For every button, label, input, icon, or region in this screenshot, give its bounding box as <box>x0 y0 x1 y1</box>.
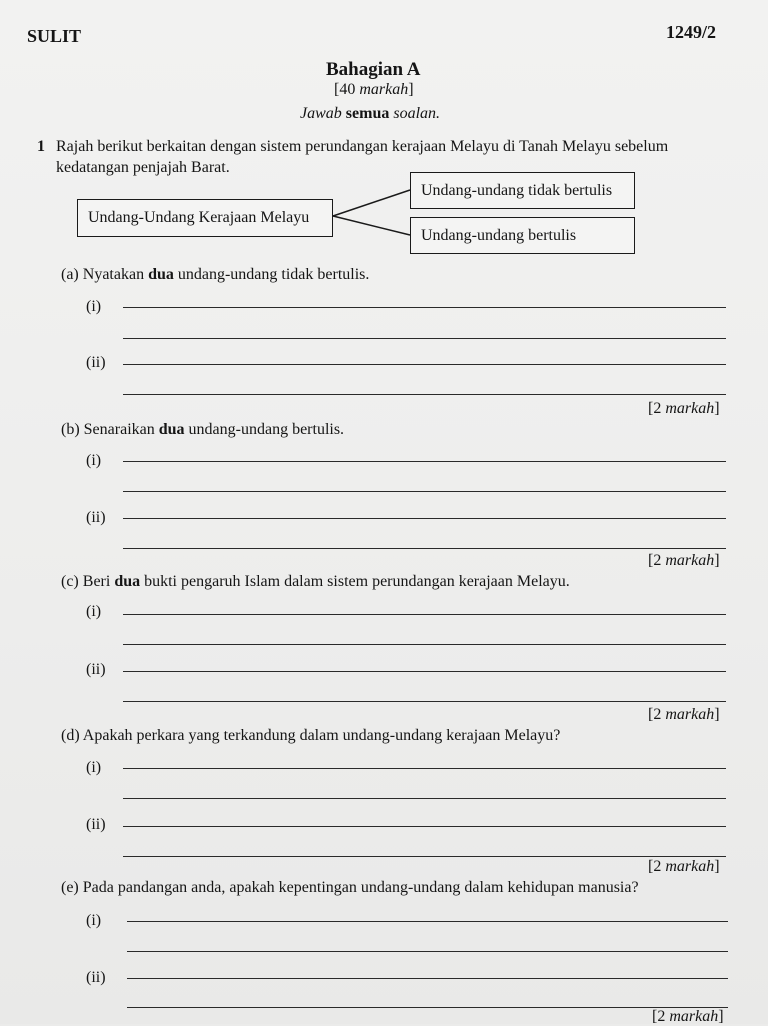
section-title: Bahagian A <box>326 59 421 80</box>
part-c-marks: [2 markah] <box>648 706 720 723</box>
part-e-i-label: (i) <box>86 912 102 929</box>
part-e-ii-label: (ii) <box>86 969 106 986</box>
part-b-i-label: (i) <box>86 452 102 469</box>
answer-line[interactable] <box>123 671 726 672</box>
part-c-ii-label: (ii) <box>86 661 106 678</box>
answer-line[interactable] <box>123 826 726 827</box>
part-b-ii-label: (ii) <box>86 509 106 526</box>
answer-line[interactable] <box>123 798 726 799</box>
answer-line[interactable] <box>123 701 726 702</box>
part-d-i-label: (i) <box>86 759 102 776</box>
answer-line[interactable] <box>123 644 726 645</box>
answer-line[interactable] <box>123 338 726 339</box>
answer-line[interactable] <box>123 307 726 308</box>
answer-line[interactable] <box>123 491 726 492</box>
part-d-question: (d) Apakah perkara yang terkandung dalam undang-undang kerajaan Melayu? <box>61 727 561 744</box>
section-instruction: Jawab semua soalan. <box>300 105 441 122</box>
diagram-main-box <box>77 199 333 237</box>
answer-line[interactable] <box>127 1007 728 1008</box>
answer-line[interactable] <box>123 614 726 615</box>
answer-line[interactable] <box>127 951 728 952</box>
part-b-marks: [2 markah] <box>648 552 720 569</box>
part-e-marks: [2 markah] <box>652 1008 724 1025</box>
question-number: 1 <box>37 138 45 155</box>
part-d-marks: [2 markah] <box>648 858 720 875</box>
section-marks: [40 markah] <box>334 81 414 98</box>
diagram-unwritten-box <box>410 172 635 209</box>
part-c-i-label: (i) <box>86 603 102 620</box>
diagram-unwritten-label: Undang-undang tidak bertulis <box>421 181 613 199</box>
diagram-main-label: Undang-Undang Kerajaan Melayu <box>88 209 310 226</box>
part-b-question: (b) Senaraikan dua undang-undang bertulis. <box>61 421 345 438</box>
part-c-question: (c) Beri dua bukti pengaruh Islam dalam sistem perundangan kerajaan Melayu. <box>61 573 570 590</box>
question-text-line2: kedatangan penjajah Barat. <box>56 159 230 176</box>
answer-line[interactable] <box>123 548 726 549</box>
part-a-ii-label: (ii) <box>86 354 106 371</box>
answer-line[interactable] <box>127 921 728 922</box>
diagram-written-label: Undang-undang bertulis <box>421 226 577 244</box>
header-paper-code: 1249/2 <box>666 22 717 42</box>
diagram-written-box <box>410 217 635 254</box>
part-a-question: (a) Nyatakan dua undang-undang tidak bertulis. <box>61 266 370 283</box>
answer-line[interactable] <box>123 364 726 365</box>
header-sulit: SULIT <box>27 26 82 46</box>
answer-line[interactable] <box>123 461 726 462</box>
answer-line[interactable] <box>127 978 728 979</box>
part-a-marks: [2 markah] <box>648 400 720 417</box>
answer-line[interactable] <box>123 518 726 519</box>
part-d-ii-label: (ii) <box>86 816 106 833</box>
part-e-question: (e) Pada pandangan anda, apakah kepentingan undang-undang dalam kehidupan manusia? <box>61 879 639 896</box>
answer-line[interactable] <box>123 768 726 769</box>
answer-line[interactable] <box>123 394 726 395</box>
question-text-line1: Rajah berikut berkaitan dengan sistem perundangan kerajaan Melayu di Tanah Melayu sebelum <box>56 138 669 155</box>
answer-line[interactable] <box>123 856 726 857</box>
part-a-i-label: (i) <box>86 298 102 315</box>
